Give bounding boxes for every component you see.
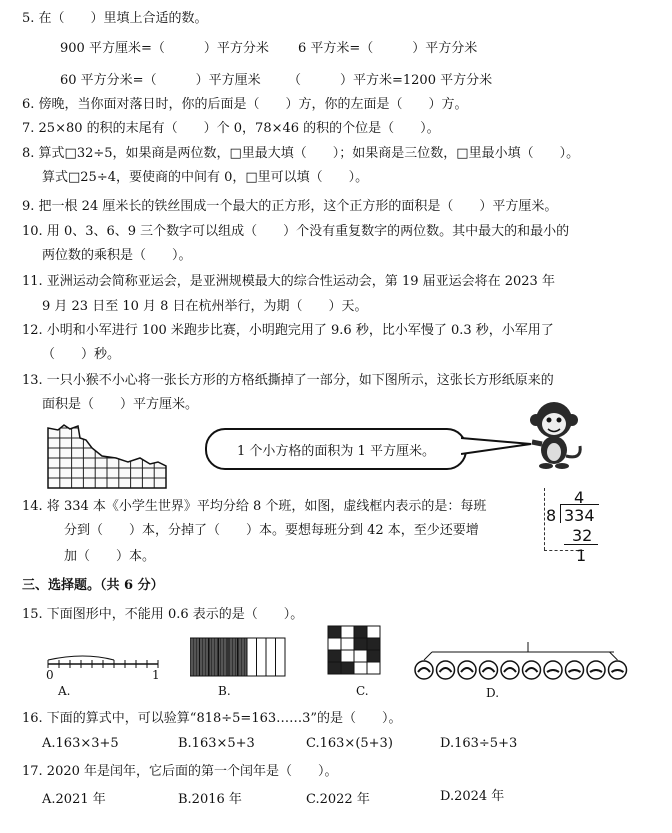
ball <box>501 661 519 679</box>
torn-grid-paper-figure <box>44 422 170 490</box>
long-division-figure <box>540 488 602 568</box>
q10a-text: 10. 用 0、3、6、9 三个数字可以组成（ ）个没有重复数字的两位数。其中最大的和最小的 <box>22 224 570 239</box>
dividend: 334 <box>564 506 595 525</box>
ball <box>480 661 498 679</box>
q17-option-c[interactable]: C.2022 年 <box>306 792 370 807</box>
q5b-text: 6 平方米=（ ）平方分米 <box>298 41 478 56</box>
quotient: 4 <box>574 488 585 507</box>
option-d-balls <box>414 638 634 686</box>
checker-cell <box>367 662 380 674</box>
q7-text: 7. 25×80 的积的末尾有（ ）个 0，78×46 的积的个位是（ ）。 <box>22 121 440 136</box>
bar-segment <box>228 638 238 676</box>
q10b-text: 两位数的乘积是（ ）。 <box>42 248 192 263</box>
monkey-icon <box>524 398 588 470</box>
checker-cell <box>341 662 354 674</box>
product: 32 <box>572 526 593 545</box>
q16-text: 16. 下面的算式中，可以验算“818÷5=163……3”的是（ ）。 <box>22 711 402 726</box>
tick-1: 1 <box>152 668 160 682</box>
checker-cell <box>354 650 367 662</box>
q6-text: 6. 傍晚，当你面对落日时，你的后面是（ ）方，你的左面是（ ）方。 <box>22 97 468 112</box>
q5c-text: 60 平方分米=（ ）平方厘米 <box>60 73 261 88</box>
bar-segment <box>266 638 276 676</box>
q16-option-d[interactable]: D.163÷5+3 <box>440 736 518 751</box>
checker-cell <box>328 662 341 674</box>
checker-cell <box>354 626 367 638</box>
q12b-text: （ ）秒。 <box>42 347 121 362</box>
q16-option-a[interactable]: A.163×3+5 <box>42 736 119 751</box>
bar-segment <box>219 638 229 676</box>
option-a-number-line <box>44 650 162 674</box>
q17-option-b[interactable]: B.2016 年 <box>178 792 242 807</box>
remainder: 1 <box>576 546 587 565</box>
q17-text: 17. 2020 年是闰年，它后面的第一个闰年是（ ）。 <box>22 764 338 779</box>
q17-option-a[interactable]: A.2021 年 <box>42 792 106 807</box>
checker-cell <box>354 638 367 650</box>
q17-option-d[interactable]: D.2024 年 <box>440 789 505 804</box>
tick-0: 0 <box>46 668 54 682</box>
option-c-checker <box>326 624 384 678</box>
subtract-line <box>564 544 598 545</box>
checker-cell <box>341 650 354 662</box>
bar-segment <box>238 638 248 676</box>
q15-text: 15. 下面图形中，不能用 0.6 表示的是（ ）。 <box>22 607 304 622</box>
q14b-text: 分到（ ）本，分掉了（ ）本。要想每班分到 42 本，至少还要增 <box>64 523 479 538</box>
checker-cell <box>328 626 341 638</box>
checker-cell <box>341 626 354 638</box>
q9-text: 9. 把一根 24 厘米长的铁丝围成一个最大的正方形，这个正方形的面积是（ ）平方厘米。 <box>22 199 558 214</box>
q11b-text: 9 月 23 日至 10 月 8 日在杭州举行，为期（ ）天。 <box>42 299 368 314</box>
bar-segment <box>276 638 286 676</box>
checker-cell <box>354 662 367 674</box>
bar-segment <box>190 638 200 676</box>
checker-cell <box>328 638 341 650</box>
bar-segment <box>247 638 257 676</box>
checker-cell <box>367 650 380 662</box>
option-a-label[interactable]: A. <box>58 684 71 698</box>
bubble-tail <box>461 432 533 462</box>
q14a-text: 14. 将 334 本《小学生世界》平均分给 8 个班，如图，虚线框内表示的是：每班 <box>22 499 487 514</box>
divisor: 8 <box>546 506 557 525</box>
section-3-heading: 三、选择题。（共 6 分） <box>22 578 164 593</box>
q16-option-b[interactable]: B.163×5+3 <box>178 736 255 751</box>
option-b-bars <box>190 636 290 678</box>
bubble-text: 1 个小方格的面积为 1 平方厘米。 <box>237 443 435 459</box>
option-c-label[interactable]: C. <box>356 684 369 698</box>
checker-cell <box>341 638 354 650</box>
q14c-text: 加（ ）本。 <box>64 549 156 564</box>
checker-cell <box>367 638 380 650</box>
ball <box>415 661 433 679</box>
bar-segment <box>209 638 219 676</box>
ball <box>437 661 455 679</box>
q12a-text: 12. 小明和小军进行 100 米跑步比赛，小明跑完用了 9.6 秒，比小军慢了 0.3 秒，小军用了 <box>22 323 554 338</box>
q5a-text: 900 平方厘米=（ ）平方分米 <box>60 41 269 56</box>
q5-text: 5. 在（ ）里填上合适的数。 <box>22 11 208 26</box>
q11a-text: 11. 亚洲运动会简称亚运会，是亚洲规模最大的综合性运动会，第 19 届亚运会将在 2023 年 <box>22 274 555 289</box>
checker-cell <box>367 626 380 638</box>
q8a-text: 8. 算式□32÷5，如果商是两位数，□里最大填（ ）；如果商是三位数，□里最小填（ ）。 <box>22 146 580 161</box>
bar-segment <box>257 638 267 676</box>
checker-cell <box>328 650 341 662</box>
q13a-text: 13. 一只小猴不小心将一张长方形的方格纸撕掉了一部分，如下图所示，这张长方形纸原来的 <box>22 373 554 388</box>
ball <box>523 661 541 679</box>
q16-option-c[interactable]: C.163×(5+3) <box>306 736 393 751</box>
speech-bubble <box>205 428 467 470</box>
q8b-text: 算式□25÷4，要使商的中间有 0，□里可以填（ ）。 <box>42 170 369 185</box>
bar-segment <box>200 638 210 676</box>
ball <box>458 661 476 679</box>
option-d-label[interactable]: D. <box>486 686 500 700</box>
q5d-text: （ ）平方米=1200 平方分米 <box>288 73 493 88</box>
q13b-text: 面积是（ ）平方厘米。 <box>42 397 199 412</box>
option-b-label[interactable]: B. <box>218 684 231 698</box>
